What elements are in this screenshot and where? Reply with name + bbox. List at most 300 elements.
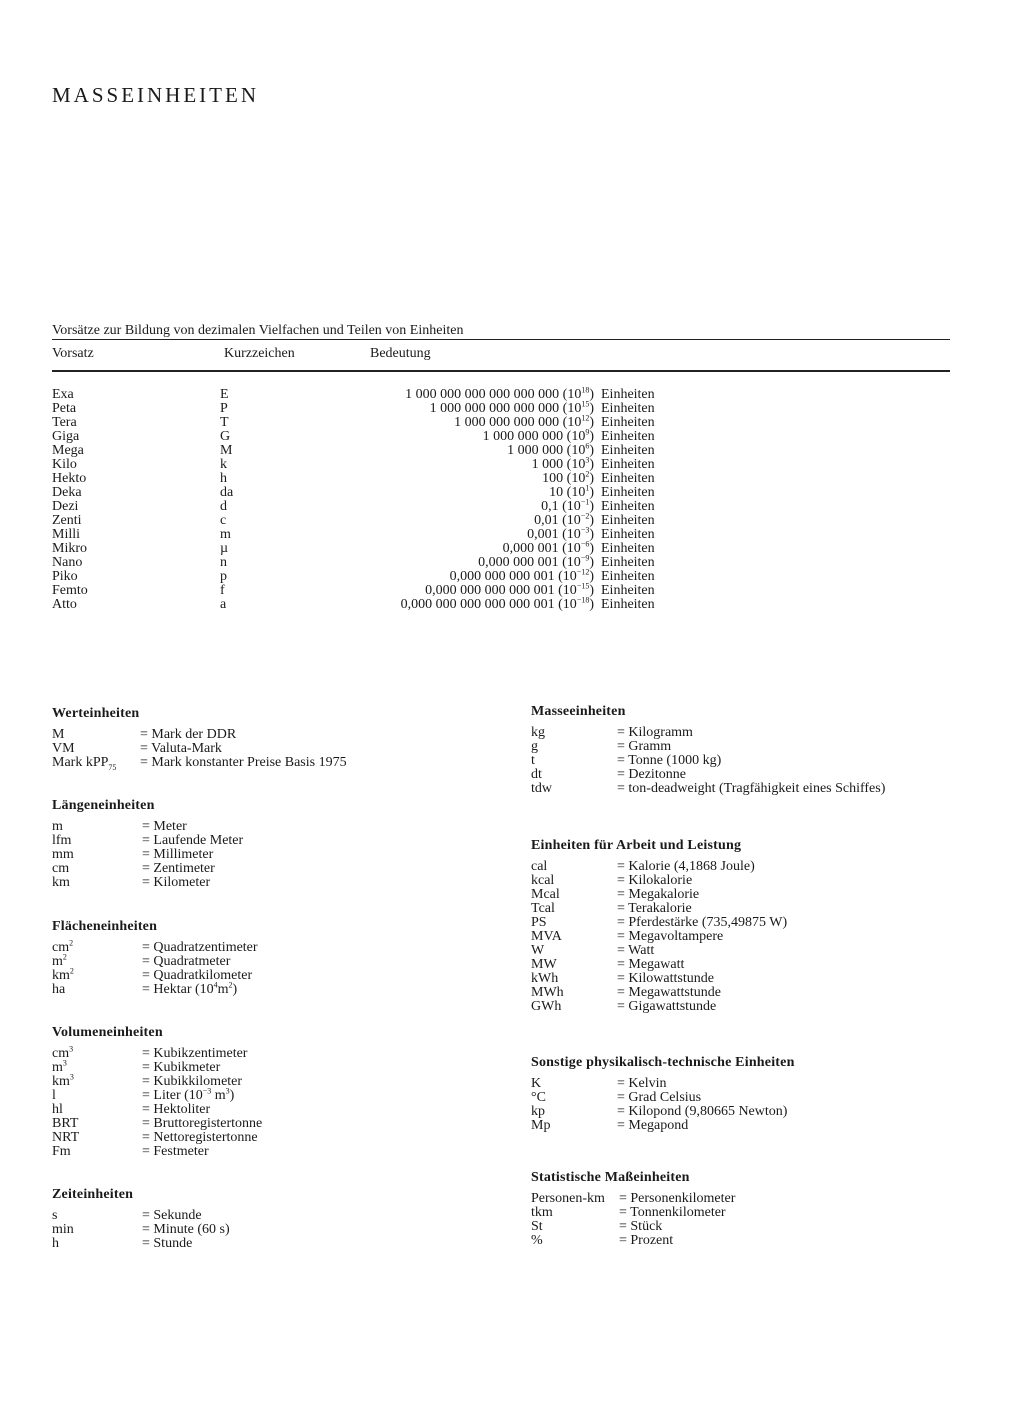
unit-definition-text: = Gigawattstunde xyxy=(617,999,717,1014)
prefix-value xyxy=(449,567,594,584)
unit-symbol xyxy=(531,1220,543,1234)
prefix-close: ) xyxy=(589,541,594,556)
unit-row xyxy=(52,875,211,890)
unit-row xyxy=(531,753,722,768)
prefix-power: (10 xyxy=(558,583,577,598)
unit-definition xyxy=(142,1117,262,1131)
unit-definition-text: = Stunde xyxy=(142,1236,193,1251)
unit-symbol-text: MVA xyxy=(531,929,562,944)
unit-symbol xyxy=(52,1145,71,1159)
unit-symbol-text: Mp xyxy=(531,1118,551,1133)
unit-symbol-text: tkm xyxy=(531,1205,553,1220)
section-zeiteinheiten xyxy=(52,1186,230,1251)
prefix-exponent: −15 xyxy=(576,581,590,591)
prefix-exponent: 6 xyxy=(585,441,590,451)
page-title: MASSEINHEITEN xyxy=(52,83,259,107)
prefix-close: ) xyxy=(589,401,594,416)
prefix-row xyxy=(52,511,950,528)
prefix-unit-word: Einheiten xyxy=(601,555,655,570)
unit-row xyxy=(531,930,741,944)
unit-definition-text: = Pferdestärke (735,49875 W) xyxy=(617,915,788,930)
unit-symbol-text: min xyxy=(52,1222,74,1237)
prefix-exponent: 12 xyxy=(581,413,590,423)
prefix-symbol: da xyxy=(220,485,234,500)
prefix-row xyxy=(52,483,950,500)
unit-row xyxy=(52,819,187,834)
unit-definition xyxy=(617,888,699,902)
prefix-name: Dezi xyxy=(52,499,79,514)
unit-symbol-text: W xyxy=(531,943,545,958)
prefix-name: Exa xyxy=(52,387,74,402)
unit-symbol-text: % xyxy=(531,1233,543,1248)
prefix-value xyxy=(482,427,594,444)
unit-definition-text: = Kilometer xyxy=(142,875,211,890)
unit-row xyxy=(531,1191,736,1206)
prefix-value xyxy=(425,581,594,598)
prefix-symbol: d xyxy=(220,499,227,514)
unit-definition xyxy=(619,1206,726,1220)
prefix-power: (10 xyxy=(562,541,581,556)
unit-definition-text: = Terakalorie xyxy=(617,901,692,916)
prefix-close: ) xyxy=(589,527,594,542)
prefix-exponent: 15 xyxy=(581,399,590,409)
unit-definition-text: = Megakalorie xyxy=(617,887,700,902)
unit-definition xyxy=(140,756,347,770)
unit-definition xyxy=(617,1091,701,1105)
unit-definition-end: ) xyxy=(229,1088,235,1103)
unit-symbol xyxy=(52,728,64,742)
unit-row xyxy=(52,755,347,772)
unit-definition-text: = Millimeter xyxy=(142,847,214,862)
unit-definition-text: = Kelvin xyxy=(617,1076,667,1091)
unit-definition xyxy=(142,820,187,834)
unit-definition-text: = Valuta-Mark xyxy=(140,741,222,756)
prefix-close: ) xyxy=(589,499,594,514)
unit-symbol xyxy=(531,1000,561,1014)
unit-symbol-exponent: 3 xyxy=(62,1058,67,1068)
unit-symbol-text: m xyxy=(52,1060,63,1075)
header-vorsatz: Vorsatz xyxy=(52,346,94,361)
prefix-close: ) xyxy=(589,429,594,444)
unit-definition-text: = Dezitonne xyxy=(617,767,686,782)
table-header-rule xyxy=(52,370,950,372)
unit-definition-text: = Megavoltampere xyxy=(617,929,724,944)
prefix-row xyxy=(52,497,950,514)
unit-definition-text: = Stück xyxy=(619,1219,663,1234)
unit-definition xyxy=(617,930,723,944)
unit-definition xyxy=(142,1047,247,1061)
prefix-name: Mikro xyxy=(52,541,87,556)
section-title: Längeneinheiten xyxy=(52,798,155,813)
unit-row xyxy=(531,958,741,972)
prefix-power: (10 xyxy=(562,415,582,430)
unit-definition-tail: m xyxy=(217,982,229,997)
prefix-number: 0,000 001 xyxy=(502,541,559,556)
unit-row xyxy=(531,902,741,916)
prefix-close: ) xyxy=(589,513,594,528)
unit-symbol xyxy=(531,860,547,874)
unit-symbol-text: MW xyxy=(531,957,557,972)
unit-symbol-text: tdw xyxy=(531,781,552,796)
unit-row xyxy=(531,1000,741,1014)
prefix-value xyxy=(454,413,594,430)
unit-row xyxy=(52,1072,243,1089)
prefix-power: (10 xyxy=(566,443,586,458)
section-werteinheiten xyxy=(52,705,347,772)
prefix-unit-word: Einheiten xyxy=(601,457,655,472)
unit-definition xyxy=(142,876,210,890)
prefix-table xyxy=(52,322,950,612)
section-title: Einheiten für Arbeit und Leistung xyxy=(531,838,742,853)
prefix-unit-word: Einheiten xyxy=(601,387,655,402)
unit-row xyxy=(531,915,788,930)
unit-definition xyxy=(617,902,692,916)
unit-row xyxy=(52,966,253,983)
section-title: Sonstige physikalisch-technische Einheiten xyxy=(531,1055,795,1070)
prefix-symbol: m xyxy=(220,527,231,542)
unit-symbol-exponent: 3 xyxy=(69,1072,74,1082)
unit-definition xyxy=(142,1237,192,1251)
unit-definition xyxy=(619,1192,735,1206)
unit-symbol-text: kcal xyxy=(531,873,555,888)
unit-symbol-exponent: 2 xyxy=(62,952,67,962)
prefix-value xyxy=(507,441,594,458)
unit-symbol xyxy=(531,768,542,782)
unit-symbol-text: M xyxy=(52,727,65,742)
prefix-exponent: 18 xyxy=(581,385,590,395)
unit-definition xyxy=(617,1105,787,1119)
unit-definition xyxy=(142,1209,202,1223)
prefix-unit-word: Einheiten xyxy=(601,499,655,514)
prefix-power: (10 xyxy=(562,401,582,416)
unit-definition xyxy=(617,754,721,768)
prefix-name: Femto xyxy=(52,583,88,598)
unit-symbol-text: GWh xyxy=(531,999,562,1014)
unit-definition xyxy=(142,980,238,997)
unit-definition-text: = Quadratkilometer xyxy=(142,968,253,983)
unit-symbol-text: Tcal xyxy=(531,901,555,916)
unit-symbol xyxy=(52,1103,63,1117)
unit-definition-text: = Personenkilometer xyxy=(619,1191,736,1206)
unit-symbol xyxy=(531,740,538,754)
unit-definition xyxy=(142,1145,209,1159)
prefix-name: Nano xyxy=(52,555,83,570)
prefix-close: ) xyxy=(589,471,594,486)
unit-list xyxy=(52,1208,230,1251)
unit-definition-text: = Kalorie (4,1868 Joule) xyxy=(617,859,755,874)
unit-definition-text: = Prozent xyxy=(619,1233,674,1248)
section-laengeneinheiten xyxy=(52,797,244,890)
prefix-exponent: −18 xyxy=(576,595,590,605)
prefix-name: Zenti xyxy=(52,513,82,528)
prefix-unit-word: Einheiten xyxy=(601,541,655,556)
unit-symbol xyxy=(52,742,75,756)
unit-definition xyxy=(142,1061,220,1075)
prefix-exponent: 9 xyxy=(585,427,590,437)
prefix-symbol: E xyxy=(220,387,229,402)
unit-definition xyxy=(142,1131,258,1145)
unit-symbol xyxy=(52,834,71,848)
unit-row xyxy=(531,1205,726,1220)
unit-symbol-text: hl xyxy=(52,1102,63,1117)
prefix-exponent: −3 xyxy=(580,525,590,535)
unit-definition-text: = Laufende Meter xyxy=(142,833,244,848)
unit-definition xyxy=(142,848,213,862)
prefix-number: 0,000 000 001 xyxy=(478,555,559,570)
unit-row xyxy=(531,1234,690,1248)
unit-definition-text: = Liter (10 xyxy=(142,1088,203,1103)
unit-definition xyxy=(617,958,684,972)
prefix-number: 0,01 xyxy=(534,513,559,528)
section-title: Zeiteinheiten xyxy=(52,1187,134,1202)
unit-row xyxy=(52,952,231,969)
unit-definition xyxy=(142,1223,230,1237)
unit-definition-text: = Megawatt xyxy=(617,957,685,972)
prefix-exponent: 3 xyxy=(585,455,590,465)
prefix-power: (10 xyxy=(566,485,586,500)
unit-definition-text: = Megawattstunde xyxy=(617,985,721,1000)
prefix-exponent: −12 xyxy=(576,567,590,577)
prefix-symbol: n xyxy=(220,555,227,570)
prefix-row xyxy=(52,455,950,472)
unit-definition xyxy=(617,874,692,888)
unit-symbol xyxy=(531,782,552,796)
unit-definition xyxy=(617,768,686,782)
prefix-number: 10 xyxy=(549,485,564,500)
unit-symbol xyxy=(52,756,116,770)
unit-definition-text: = Mark konstanter Preise Basis 1975 xyxy=(140,755,347,770)
unit-symbol xyxy=(531,916,547,930)
prefix-number: 1 000 000 000 xyxy=(482,429,564,444)
unit-symbol-text: cal xyxy=(531,859,548,874)
prefix-row xyxy=(52,553,950,570)
prefix-number: 0,000 000 000 000 000 001 xyxy=(400,597,555,612)
prefix-unit-word: Einheiten xyxy=(601,401,655,416)
unit-symbol-exponent: 3 xyxy=(69,1044,74,1054)
prefix-close: ) xyxy=(589,597,594,612)
unit-row xyxy=(531,781,886,796)
unit-definition-text: = Watt xyxy=(617,943,655,958)
unit-row xyxy=(52,1208,202,1223)
unit-definition xyxy=(619,1220,662,1234)
section-title: Statistische Maßeinheiten xyxy=(531,1170,690,1185)
prefix-number: 1 000 000 000 000 xyxy=(454,415,560,430)
unit-symbol xyxy=(52,1117,78,1131)
unit-symbol xyxy=(52,862,69,876)
unit-symbol xyxy=(52,966,74,983)
unit-symbol-text: km xyxy=(52,1074,70,1089)
prefix-name: Deka xyxy=(52,485,82,500)
prefix-row xyxy=(52,399,950,416)
unit-symbol-text: NRT xyxy=(52,1130,80,1145)
unit-symbol xyxy=(531,1077,541,1091)
unit-symbol-text: t xyxy=(531,753,535,768)
prefix-close: ) xyxy=(589,415,594,430)
prefix-exponent: −9 xyxy=(580,553,590,563)
prefix-exponent: 1 xyxy=(585,483,590,493)
prefix-close: ) xyxy=(589,443,594,458)
prefix-row xyxy=(52,427,950,444)
unit-symbol xyxy=(531,1119,550,1133)
unit-definition-text: = Sekunde xyxy=(142,1208,202,1223)
unit-row xyxy=(531,859,755,874)
prefix-number: 0,000 000 000 000 001 xyxy=(425,583,555,598)
prefix-exponent: −6 xyxy=(580,539,590,549)
unit-definition-text: = Hektoliter xyxy=(142,1102,211,1117)
unit-symbol-text: BRT xyxy=(52,1116,79,1131)
unit-definition-text: = Megapond xyxy=(617,1118,689,1133)
unit-list xyxy=(52,938,258,997)
unit-row xyxy=(531,944,741,958)
unit-symbol xyxy=(52,848,74,862)
unit-symbol-text: mm xyxy=(52,847,74,862)
section-title: Werteinheiten xyxy=(52,706,140,721)
prefix-close: ) xyxy=(589,485,594,500)
unit-symbol xyxy=(531,888,560,902)
prefix-symbol: M xyxy=(220,443,233,458)
unit-symbol-text: l xyxy=(52,1088,56,1103)
unit-row xyxy=(531,725,693,740)
unit-row xyxy=(52,861,215,876)
prefix-unit-word: Einheiten xyxy=(601,415,655,430)
unit-row xyxy=(531,888,741,902)
unit-symbol-text: km xyxy=(52,968,70,983)
prefix-row xyxy=(52,525,950,542)
prefix-name: Atto xyxy=(52,597,77,612)
header-kurzzeichen: Kurzzeichen xyxy=(224,346,295,361)
unit-definition xyxy=(140,742,222,756)
unit-symbol xyxy=(531,1234,543,1248)
prefix-power: (10 xyxy=(558,569,577,584)
unit-row xyxy=(531,874,741,888)
unit-symbol xyxy=(52,820,63,834)
unit-definition-exponent: −3 xyxy=(202,1086,212,1096)
unit-symbol xyxy=(531,986,564,1000)
unit-symbol-text: K xyxy=(531,1076,542,1091)
unit-definition-text: = Minute (60 s) xyxy=(142,1222,230,1237)
unit-row xyxy=(52,847,214,862)
unit-row xyxy=(531,1091,795,1105)
unit-symbol xyxy=(52,952,67,969)
prefix-symbol: G xyxy=(220,429,231,444)
prefix-power: (10 xyxy=(566,457,586,472)
unit-symbol-text: Personen-km xyxy=(531,1191,605,1206)
prefix-value xyxy=(429,399,594,416)
unit-definition-text: = Festmeter xyxy=(142,1144,209,1159)
prefix-exponent: −1 xyxy=(580,497,590,507)
prefix-unit-word: Einheiten xyxy=(601,429,655,444)
unit-definition-text: = Kilowattstunde xyxy=(617,971,714,986)
unit-row xyxy=(52,1116,263,1131)
unit-definition-end: ) xyxy=(232,982,238,997)
prefix-symbol: a xyxy=(220,597,227,612)
unit-symbol-text: °C xyxy=(531,1090,546,1105)
unit-symbol-text: kWh xyxy=(531,971,559,986)
prefix-close: ) xyxy=(589,569,594,584)
prefix-unit-word: Einheiten xyxy=(601,485,655,500)
prefix-table-header xyxy=(52,340,950,370)
unit-symbol xyxy=(531,972,558,986)
unit-row xyxy=(52,938,258,955)
unit-definition-exponent: 2 xyxy=(228,980,233,990)
unit-list xyxy=(531,1191,736,1248)
unit-symbol-text: cm xyxy=(52,861,70,876)
unit-definition-text: = Mark der DDR xyxy=(140,727,237,742)
unit-symbol xyxy=(52,876,70,890)
unit-definition xyxy=(617,740,671,754)
unit-symbol-text: Mark kPP xyxy=(52,755,109,770)
prefix-row xyxy=(52,413,950,430)
unit-symbol xyxy=(52,1058,67,1075)
prefix-symbol: P xyxy=(220,401,228,416)
unit-definition-text: = Grad Celsius xyxy=(617,1090,702,1105)
section-title: Flächeneinheiten xyxy=(52,919,158,934)
unit-definition-text: = Bruttoregistertonne xyxy=(142,1116,263,1131)
unit-symbol xyxy=(531,930,562,944)
unit-definition xyxy=(142,955,230,969)
unit-row xyxy=(52,1236,193,1251)
unit-symbol xyxy=(52,1223,74,1237)
prefix-symbol: µ xyxy=(220,541,229,556)
unit-definition-text: = Kilokalorie xyxy=(617,873,693,888)
prefix-symbol: T xyxy=(220,415,229,430)
unit-definition-text: = Meter xyxy=(142,819,187,834)
unit-row xyxy=(531,767,686,782)
prefix-power: (10 xyxy=(562,527,581,542)
section-masseeinheiten xyxy=(531,703,886,796)
prefix-power: (10 xyxy=(562,555,581,570)
unit-definition-text: = Quadratzentimeter xyxy=(142,940,258,955)
unit-definition-text: = Nettoregistertonne xyxy=(142,1130,258,1145)
unit-row xyxy=(52,741,222,756)
prefix-close: ) xyxy=(589,387,594,402)
section-title: Masseeinheiten xyxy=(531,704,626,719)
section-flaecheneinheiten xyxy=(52,918,258,997)
unit-symbol-text: h xyxy=(52,1236,59,1251)
unit-definition xyxy=(617,782,885,796)
unit-symbol-exponent: 2 xyxy=(69,966,74,976)
unit-symbol-text: dt xyxy=(531,767,542,782)
unit-row xyxy=(531,739,672,754)
header-bedeutung: Bedeutung xyxy=(370,346,431,361)
unit-symbol-text: VM xyxy=(52,741,75,756)
unit-symbol xyxy=(531,754,535,768)
prefix-close: ) xyxy=(589,555,594,570)
unit-symbol xyxy=(531,1192,605,1206)
unit-symbol-text: St xyxy=(531,1219,543,1234)
prefix-number: 0,000 000 000 001 xyxy=(449,569,555,584)
prefix-table-body xyxy=(52,385,950,612)
prefix-name: Peta xyxy=(52,401,77,416)
unit-symbol-text: MWh xyxy=(531,985,564,1000)
prefix-number: 1 000 xyxy=(531,457,564,472)
unit-row xyxy=(531,1077,795,1091)
prefix-close: ) xyxy=(589,457,594,472)
unit-symbol-text: PS xyxy=(531,915,547,930)
unit-definition-text: = Kilopond (9,80665 Newton) xyxy=(617,1104,788,1119)
unit-definition-text: = Kubikzentimeter xyxy=(142,1046,248,1061)
unit-symbol-text: s xyxy=(52,1208,58,1223)
prefix-row xyxy=(52,595,950,612)
section-title: Volumeneinheiten xyxy=(52,1025,163,1040)
unit-symbol xyxy=(52,1089,56,1103)
prefix-power: (10 xyxy=(562,387,582,402)
unit-definition xyxy=(140,728,236,742)
unit-symbol-text: m xyxy=(52,819,63,834)
unit-symbol xyxy=(52,1209,57,1223)
prefix-symbol: p xyxy=(220,569,227,584)
prefix-power: (10 xyxy=(558,597,577,612)
